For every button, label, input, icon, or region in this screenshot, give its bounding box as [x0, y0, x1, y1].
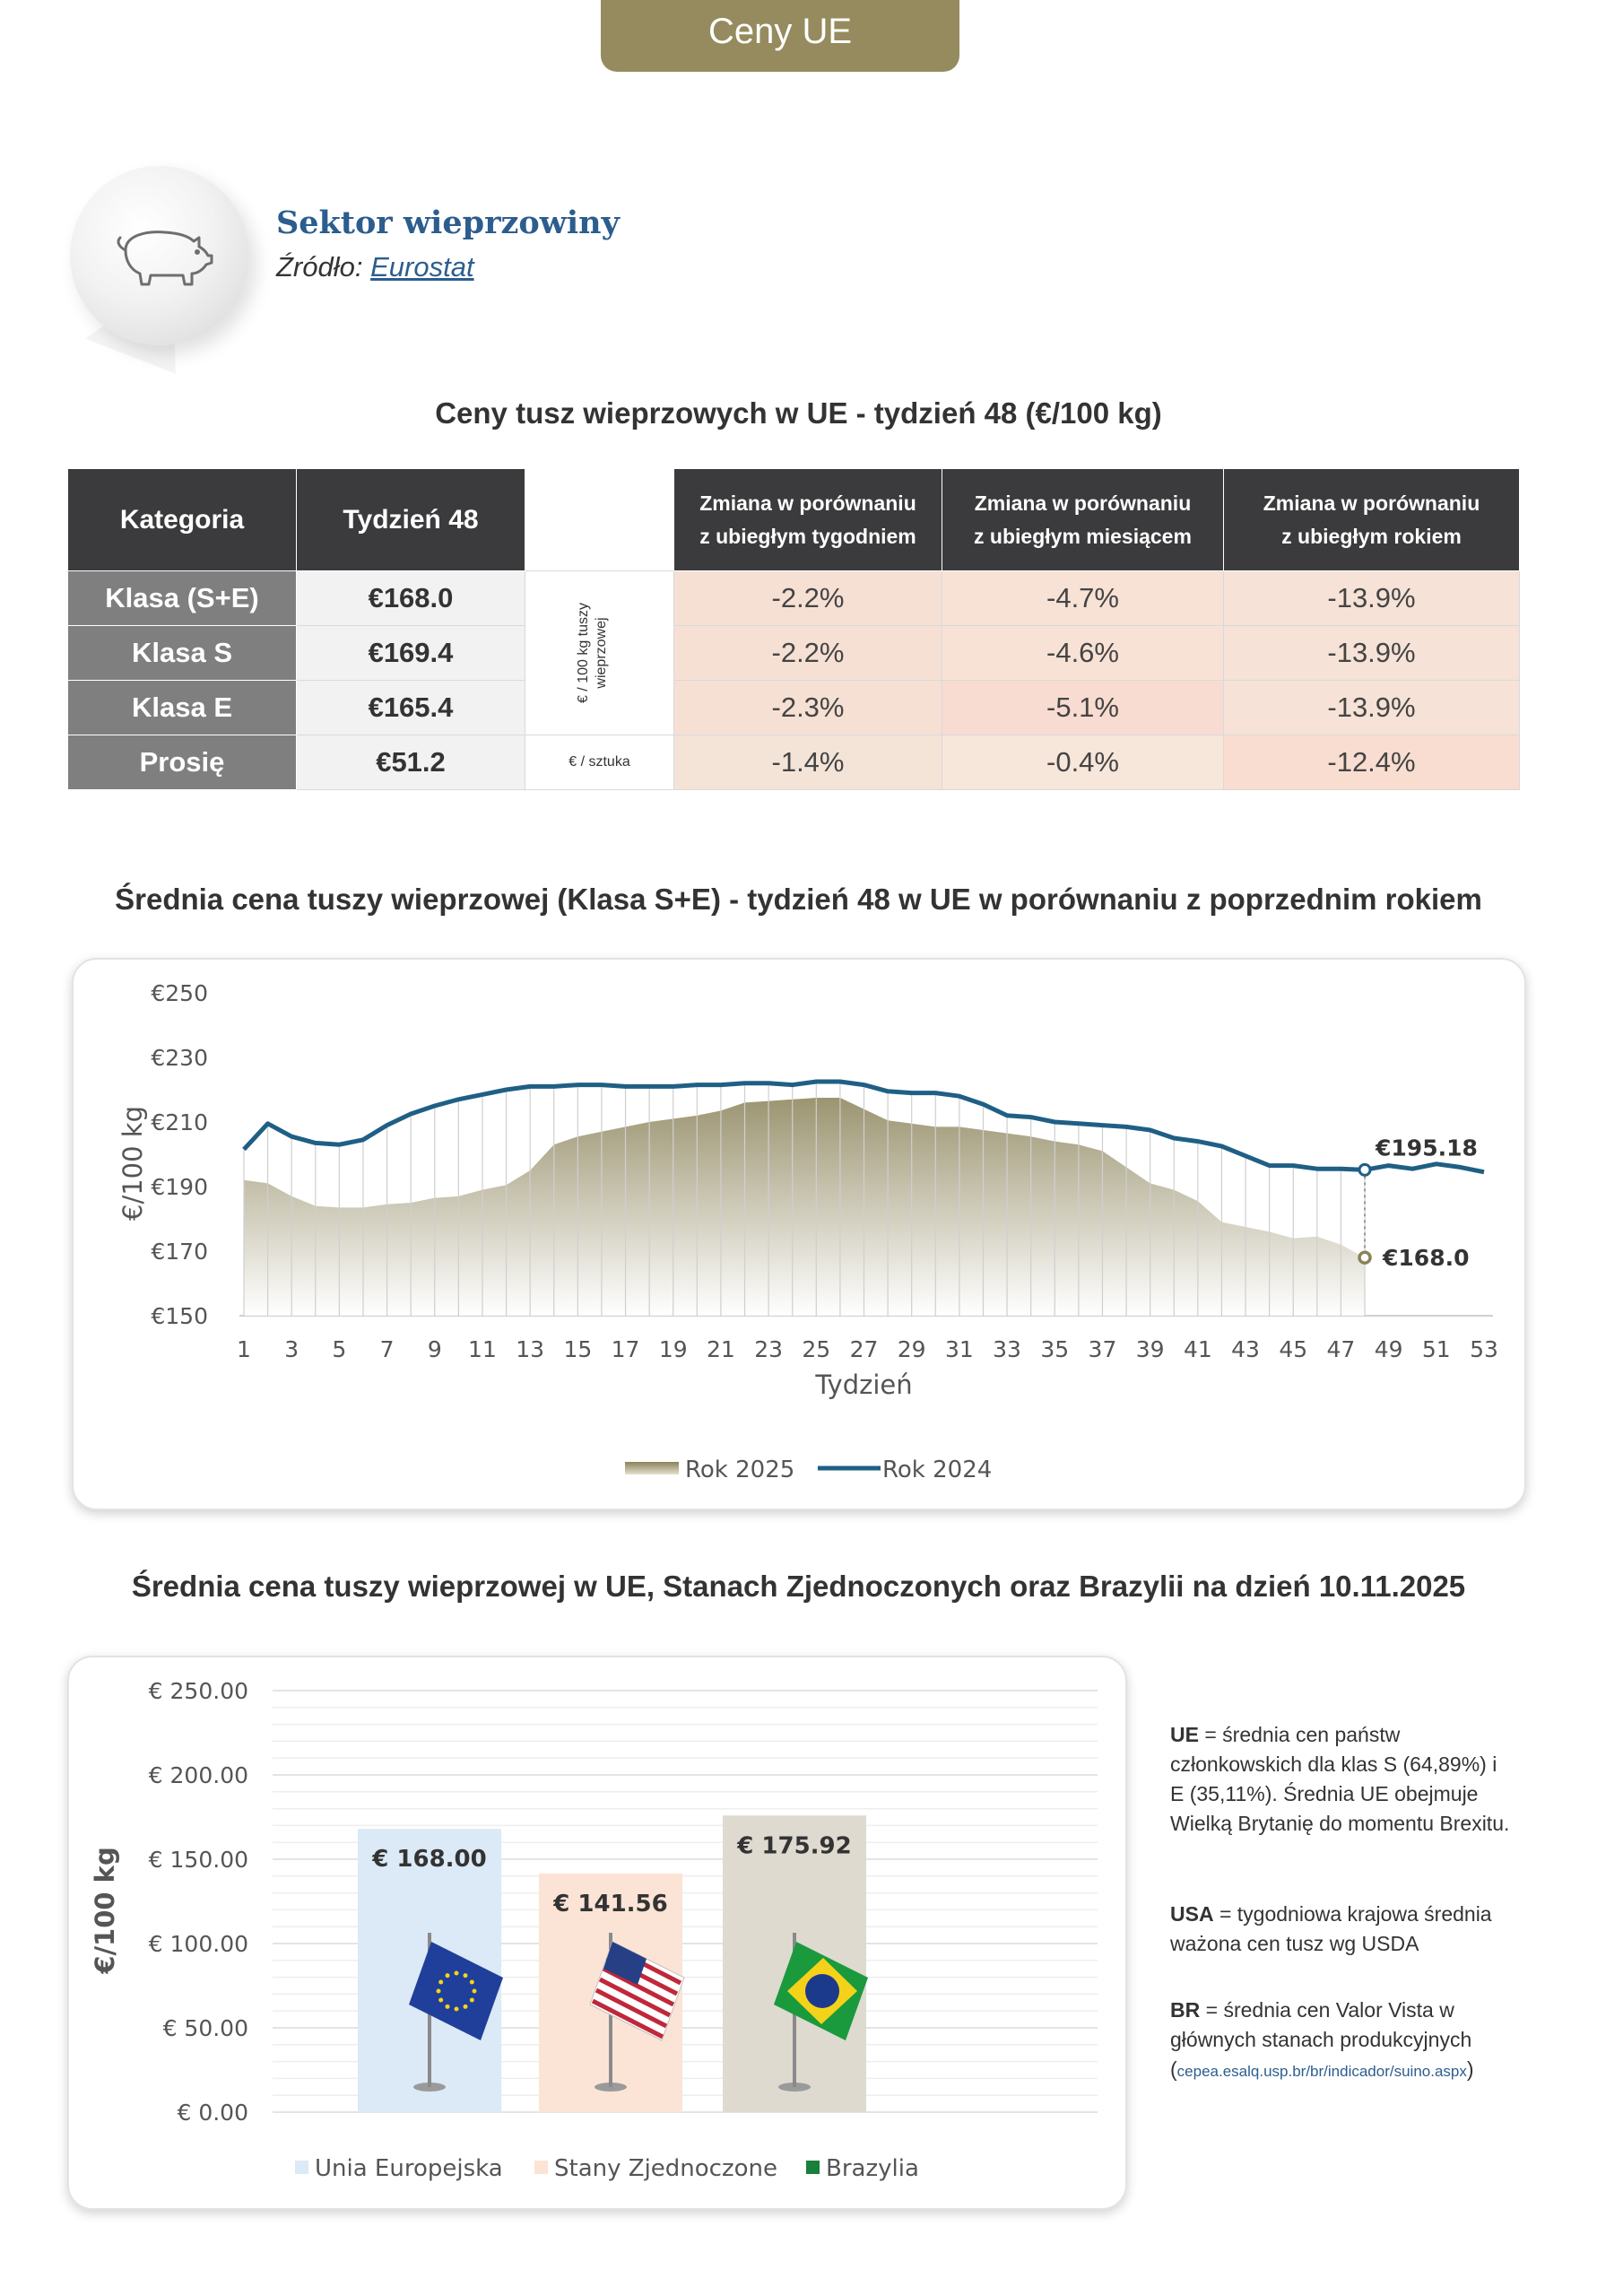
x-tick-label: 47	[1326, 1336, 1356, 1362]
x-tick-label: 15	[563, 1336, 593, 1362]
bar-chart	[69, 1657, 1125, 2208]
row-category: Klasa S	[68, 626, 297, 681]
row-weekly: -2.3%	[674, 681, 942, 735]
source-link[interactable]: Eurostat	[370, 251, 474, 283]
x-tick-label: 23	[754, 1336, 784, 1362]
note-eu	[1170, 1720, 1511, 1839]
x-tick-label: 25	[802, 1336, 831, 1362]
header-tab: Ceny UE	[601, 0, 959, 72]
sector-title: Sektor wieprzowiny	[276, 204, 620, 241]
legend-label: Unia Europejska	[315, 2155, 503, 2182]
x-axis-title: Tydzień	[815, 1370, 913, 1400]
flag-star	[464, 2005, 468, 2009]
line-chart-title: Średnia cena tuszy wieprzowej (Klasa S+E) - tydzień 48 w UE w porównaniu z poprzednim rokiem	[115, 883, 1482, 916]
row-monthly: -4.7%	[942, 571, 1224, 626]
y-tick-label: € 50.00	[162, 2015, 248, 2041]
x-tick-label: 29	[897, 1336, 926, 1362]
legend-label: Brazylia	[826, 2155, 919, 2182]
legend-swatch	[806, 2161, 820, 2174]
x-tick-label: 27	[849, 1336, 879, 1362]
y-tick-label: € 200.00	[148, 1762, 248, 1788]
note-br-key: BR	[1170, 1998, 1201, 2022]
header-weekly-line1: Zmiana w porównaniu	[699, 491, 916, 515]
flag-star	[470, 1980, 474, 1985]
table-row	[68, 626, 1520, 681]
row-yearly: -13.9%	[1224, 681, 1520, 735]
note-usa-key: USA	[1170, 1902, 1214, 1926]
header-spacer	[525, 469, 674, 571]
legend-swatch	[534, 2161, 548, 2174]
header-weekly-line2: z ubiegłym tygodniem	[699, 524, 916, 548]
flag-star	[455, 1971, 459, 1976]
header-yearly	[1224, 469, 1520, 571]
flag-globe	[805, 1974, 839, 2008]
x-tick-label: 45	[1279, 1336, 1308, 1362]
table-row	[68, 571, 1520, 626]
row-weekly: -1.4%	[674, 735, 942, 790]
row-weekly: -2.2%	[674, 571, 942, 626]
x-tick-label: 53	[1470, 1336, 1498, 1362]
row-value: €168.0	[297, 571, 525, 626]
x-tick-label: 33	[993, 1336, 1021, 1362]
row-category: Klasa E	[68, 681, 297, 735]
legend-label: Stany Zjednoczone	[554, 2155, 778, 2182]
unit-carcass: € / 100 kg tuszy wieprzowej	[576, 602, 609, 704]
marker-2024	[1359, 1164, 1370, 1175]
row-value: €165.4	[297, 681, 525, 735]
bar-chart-title: Średnia cena tuszy wieprzowej w UE, Stanach Zjednoczonych oraz Brazylii na dzień 10.11.2025	[131, 1570, 1466, 1603]
y-tick-label: €150	[151, 1303, 208, 1329]
x-tick-label: 51	[1421, 1336, 1451, 1362]
x-tick-label: 39	[1135, 1336, 1165, 1362]
note-usa	[1170, 1900, 1511, 1959]
x-tick-label: 41	[1183, 1336, 1212, 1362]
y-tick-label: €210	[151, 1109, 208, 1135]
y-axis-title: €/100 kg	[117, 1106, 148, 1221]
table-row	[68, 735, 1520, 790]
bar-value-label: € 175.92	[737, 1832, 852, 1860]
flag-star	[455, 2007, 459, 2012]
y-tick-label: €230	[151, 1045, 208, 1071]
pig-icon	[109, 220, 217, 291]
source-line	[276, 251, 474, 283]
bar-value-label: € 168.00	[372, 1846, 487, 1874]
x-tick-label: 19	[658, 1336, 688, 1362]
y-tick-label: €170	[151, 1239, 208, 1265]
header-yearly-line1: Zmiana w porównaniu	[1263, 491, 1480, 515]
prices-table	[67, 468, 1520, 790]
row-monthly: -5.1%	[942, 681, 1224, 735]
header-weekly	[674, 469, 942, 571]
unit-carcass-cell	[525, 571, 674, 735]
header-category: Kategoria	[68, 469, 297, 571]
bar-chart-card	[67, 1656, 1127, 2210]
legend-swatch	[295, 2161, 308, 2174]
row-yearly: -12.4%	[1224, 735, 1520, 790]
row-yearly: -13.9%	[1224, 571, 1520, 626]
y-axis-title: €/100 kg	[90, 1847, 120, 1974]
y-tick-label: €190	[151, 1174, 208, 1200]
x-tick-label: 49	[1374, 1336, 1403, 1362]
flag-star	[446, 1973, 450, 1978]
bar-value-label: € 141.56	[553, 1890, 668, 1918]
legend-label-2024: Rok 2024	[882, 1457, 993, 1483]
x-tick-label: 17	[611, 1336, 640, 1362]
y-tick-label: € 250.00	[148, 1678, 248, 1704]
line-chart-card	[72, 958, 1526, 1510]
header-week: Tydzień 48	[297, 469, 525, 571]
x-tick-label: 35	[1040, 1336, 1070, 1362]
x-tick-label: 5	[332, 1336, 347, 1362]
x-tick-label: 13	[516, 1336, 545, 1362]
flag-star	[438, 1998, 443, 2003]
line-chart	[74, 960, 1524, 1509]
flag-star	[446, 2005, 450, 2009]
row-category: Klasa (S+E)	[68, 571, 297, 626]
legend-swatch-2025	[625, 1462, 679, 1474]
row-value: €51.2	[297, 735, 525, 790]
row-yearly: -13.9%	[1224, 626, 1520, 681]
flag-star	[473, 1989, 477, 1994]
note-br-text: = średnia cen Valor Vista w głównych stanach produkcyjnych	[1170, 1998, 1472, 2051]
row-monthly: -4.6%	[942, 626, 1224, 681]
row-category: Prosię	[68, 735, 297, 790]
flag-star	[438, 1980, 443, 1985]
x-tick-label: 43	[1231, 1336, 1260, 1362]
y-tick-label: € 100.00	[148, 1931, 248, 1957]
x-tick-label: 11	[468, 1336, 497, 1362]
x-tick-label: 1	[237, 1336, 251, 1362]
table-header-row	[68, 469, 1520, 571]
flag-star	[464, 1973, 468, 1978]
y-tick-label: € 150.00	[148, 1847, 248, 1873]
source-label: Źródło:	[276, 251, 363, 283]
area-rok-2025	[244, 1098, 1365, 1316]
x-tick-label: 9	[427, 1336, 442, 1362]
unit-piece: € / sztuka	[525, 735, 674, 790]
row-monthly: -0.4%	[942, 735, 1224, 790]
x-tick-label: 3	[284, 1336, 299, 1362]
note-br: BR = średnia cen Valor Vista w głównych stanach produkcyjnych (cepea.esalq.usp.br/br/indicador/suino.aspx)	[1170, 1998, 1474, 2081]
note-eu-key: UE	[1170, 1723, 1199, 1746]
note-eu-text: = średnia cen państw członkowskich dla klas S (64,89%) i E (35,11%). Średnia UE obejmuje Wielką Brytanię do momentu Brexitu.	[1170, 1723, 1510, 1835]
y-tick-label: €250	[151, 980, 208, 1006]
marker-2025	[1359, 1252, 1370, 1263]
row-value: €169.4	[297, 626, 525, 681]
annotation-2025: €168.0	[1383, 1245, 1470, 1272]
pig-logo	[63, 166, 260, 363]
flag-star	[470, 1998, 474, 2003]
note-br-link[interactable]: cepea.esalq.usp.br/br/indicador/suino.aspx	[1176, 2063, 1467, 2080]
legend-label-2025: Rok 2025	[685, 1457, 795, 1483]
row-weekly: -2.2%	[674, 626, 942, 681]
header-yearly-line2: z ubiegłym rokiem	[1281, 524, 1462, 548]
header-monthly-line2: z ubiegłym miesiącem	[974, 524, 1192, 548]
table-title: Ceny tusz wieprzowych w UE - tydzień 48 (€/100 kg)	[435, 396, 1162, 430]
header-monthly	[942, 469, 1224, 571]
table-row	[68, 681, 1520, 735]
x-tick-label: 31	[944, 1336, 974, 1362]
y-tick-label: € 0.00	[177, 2100, 248, 2126]
x-tick-label: 37	[1088, 1336, 1117, 1362]
annotation-2024: €195.18	[1376, 1135, 1478, 1161]
flag-star	[437, 1989, 441, 1994]
header-monthly-line1: Zmiana w porównaniu	[974, 491, 1192, 515]
x-tick-label: 7	[379, 1336, 395, 1362]
x-tick-label: 21	[707, 1336, 735, 1362]
note-usa-text: = tygodniowa krajowa średnia ważona cen tusz wg USDA	[1170, 1902, 1492, 1955]
